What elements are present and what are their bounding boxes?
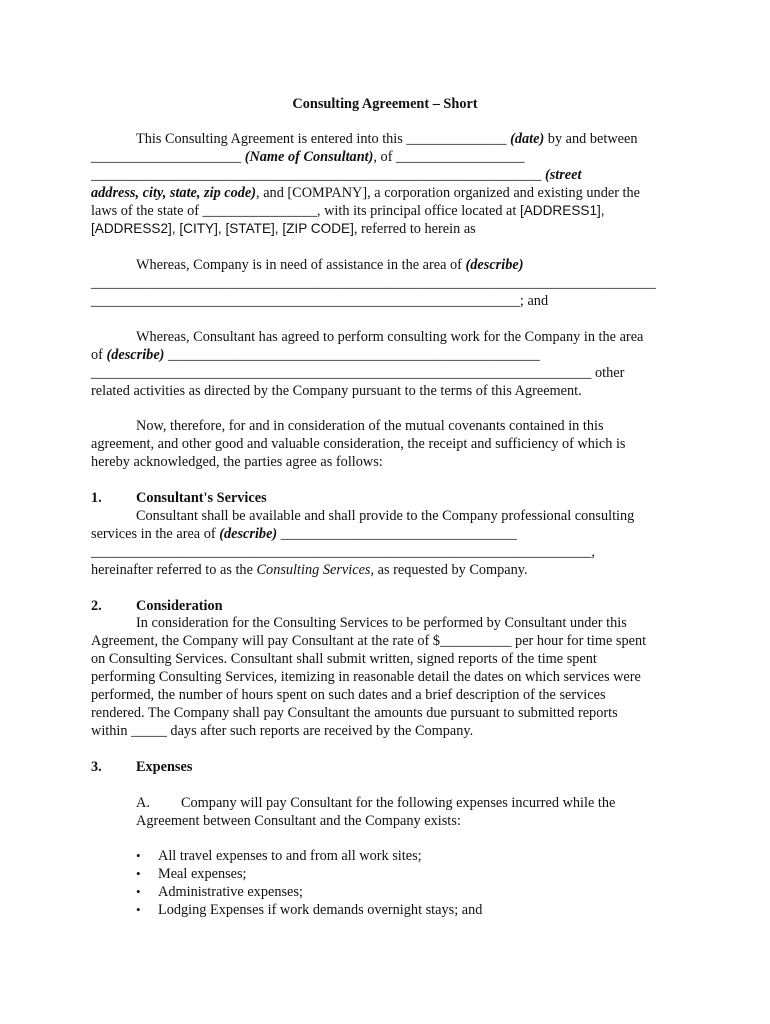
bullet-icon: •: [136, 848, 141, 863]
section-3a-label: A.: [136, 795, 150, 811]
intro-line-3: [91, 166, 581, 184]
intro-text: This Consulting Agreement is entered into this ______________: [136, 131, 511, 147]
intro-text: laws of the state of ________________, with its principal office located at: [91, 203, 520, 219]
whereas-2-line-2: [91, 346, 540, 364]
intro-line-4: [91, 184, 640, 202]
consultant-name-label: (Name of Consultant): [244, 149, 374, 165]
consulting-services-term: Consulting Services: [256, 562, 371, 578]
address-label: (street: [544, 167, 582, 183]
whereas-text: Whereas, Company is in need of assistance in the area of: [136, 257, 466, 273]
describe-label: (describe): [106, 347, 165, 363]
section-text: services in the area of: [91, 526, 220, 542]
now-therefore-line-1: Now, therefore, for and in consideration of the mutual covenants contained in this: [136, 418, 604, 434]
address-label: address, city, state, zip code): [91, 185, 257, 201]
section-2-line-7: within _____ days after such reports are received by the Company.: [91, 723, 474, 739]
whereas-2-line-1: Whereas, Consultant has agreed to perform consulting work for the Company in the area: [136, 329, 644, 345]
address-placeholder: [ADDRESS2], [CITY], [STATE], [ZIP CODE]: [91, 221, 354, 236]
date-placeholder-label: (date): [510, 131, 545, 147]
blank-field: _______________________________________________________________: [91, 167, 545, 183]
section-3a-line-1: Company will pay Consultant for the following expenses incurred while the: [181, 795, 616, 811]
section-1-line-3: ______________________________________________________________________,: [91, 544, 595, 560]
section-1-line-4: [91, 561, 528, 579]
intro-line-1: [136, 130, 638, 148]
whereas-1-line-2: _______________________________________________________________________________: [91, 275, 656, 291]
section-2-line-2: Agreement, the Company will pay Consultant at the rate of $__________ per hour for time spent: [91, 633, 647, 649]
blank-field: _____________________: [91, 149, 245, 165]
address-placeholder: [ADDRESS1],: [519, 203, 605, 218]
section-2-line-6: rendered. The Company shall pay Consultant the amounts due pursuant to submitted reports: [91, 705, 618, 721]
section-2-number: 2.: [91, 598, 102, 614]
intro-line-2: [91, 148, 525, 166]
section-2-line-4: performing Consulting Services, itemizing in reasonable detail the dates on which services were: [91, 669, 641, 685]
bullet-icon: •: [136, 866, 141, 881]
bullet-icon: •: [136, 902, 141, 917]
section-1-heading: Consultant's Services: [136, 490, 267, 506]
intro-line-6: [91, 220, 476, 238]
intro-text: by and between: [544, 131, 638, 147]
section-text: hereinafter referred to as the: [91, 562, 257, 578]
intro-line-5: [91, 202, 605, 220]
whereas-text: of: [91, 347, 107, 363]
section-2-line-1: In consideration for the Consulting Services to be performed by Consultant under this: [136, 615, 627, 631]
intro-text: , of __________________: [373, 149, 525, 165]
section-1-number: 1.: [91, 490, 102, 506]
section-text: , as requested by Company.: [370, 562, 528, 578]
whereas-2-line-3: ______________________________________________________________________ other: [91, 365, 625, 381]
now-therefore-line-3: hereby acknowledged, the parties agree as follows:: [91, 454, 383, 470]
whereas-2-line-4: related activities as directed by the Company pursuant to the terms of this Agreement.: [91, 383, 582, 399]
section-3a-line-2: Agreement between Consultant and the Company exists:: [136, 813, 461, 829]
expense-list-item: Meal expenses;: [158, 866, 247, 882]
whereas-1-line-1: [136, 256, 523, 274]
now-therefore-line-2: agreement, and other good and valuable consideration, the receipt and sufficiency of which is: [91, 436, 626, 452]
expense-list-item: Administrative expenses;: [158, 884, 303, 900]
bullet-icon: •: [136, 884, 141, 899]
describe-label: (describe): [219, 526, 278, 542]
describe-label: (describe): [465, 257, 524, 273]
intro-text: , and [COMPANY], a corporation organized and existing under the: [256, 185, 640, 201]
expense-list-item: Lodging Expenses if work demands overnight stays; and: [158, 902, 483, 918]
blank-field: _________________________________: [277, 526, 517, 542]
intro-text: , referred to herein as: [353, 221, 476, 237]
blank-field: ____________________________________________________: [164, 347, 540, 363]
section-2-line-3: on Consulting Services. Consultant shall submit written, signed reports of the time spent: [91, 651, 597, 667]
section-3-heading: Expenses: [136, 759, 193, 775]
document-title: Consulting Agreement – Short: [292, 96, 478, 112]
section-1-line-2: [91, 525, 517, 543]
section-2-line-5: performed, the number of hours spent on such dates and a brief description of the services: [91, 687, 606, 703]
section-2-heading: Consideration: [136, 598, 223, 614]
expense-list-item: All travel expenses to and from all work sites;: [158, 848, 422, 864]
section-1-line-1: Consultant shall be available and shall provide to the Company professional consulting: [136, 508, 635, 524]
section-3-number: 3.: [91, 759, 102, 775]
whereas-1-line-3: ____________________________________________________________; and: [91, 293, 549, 309]
